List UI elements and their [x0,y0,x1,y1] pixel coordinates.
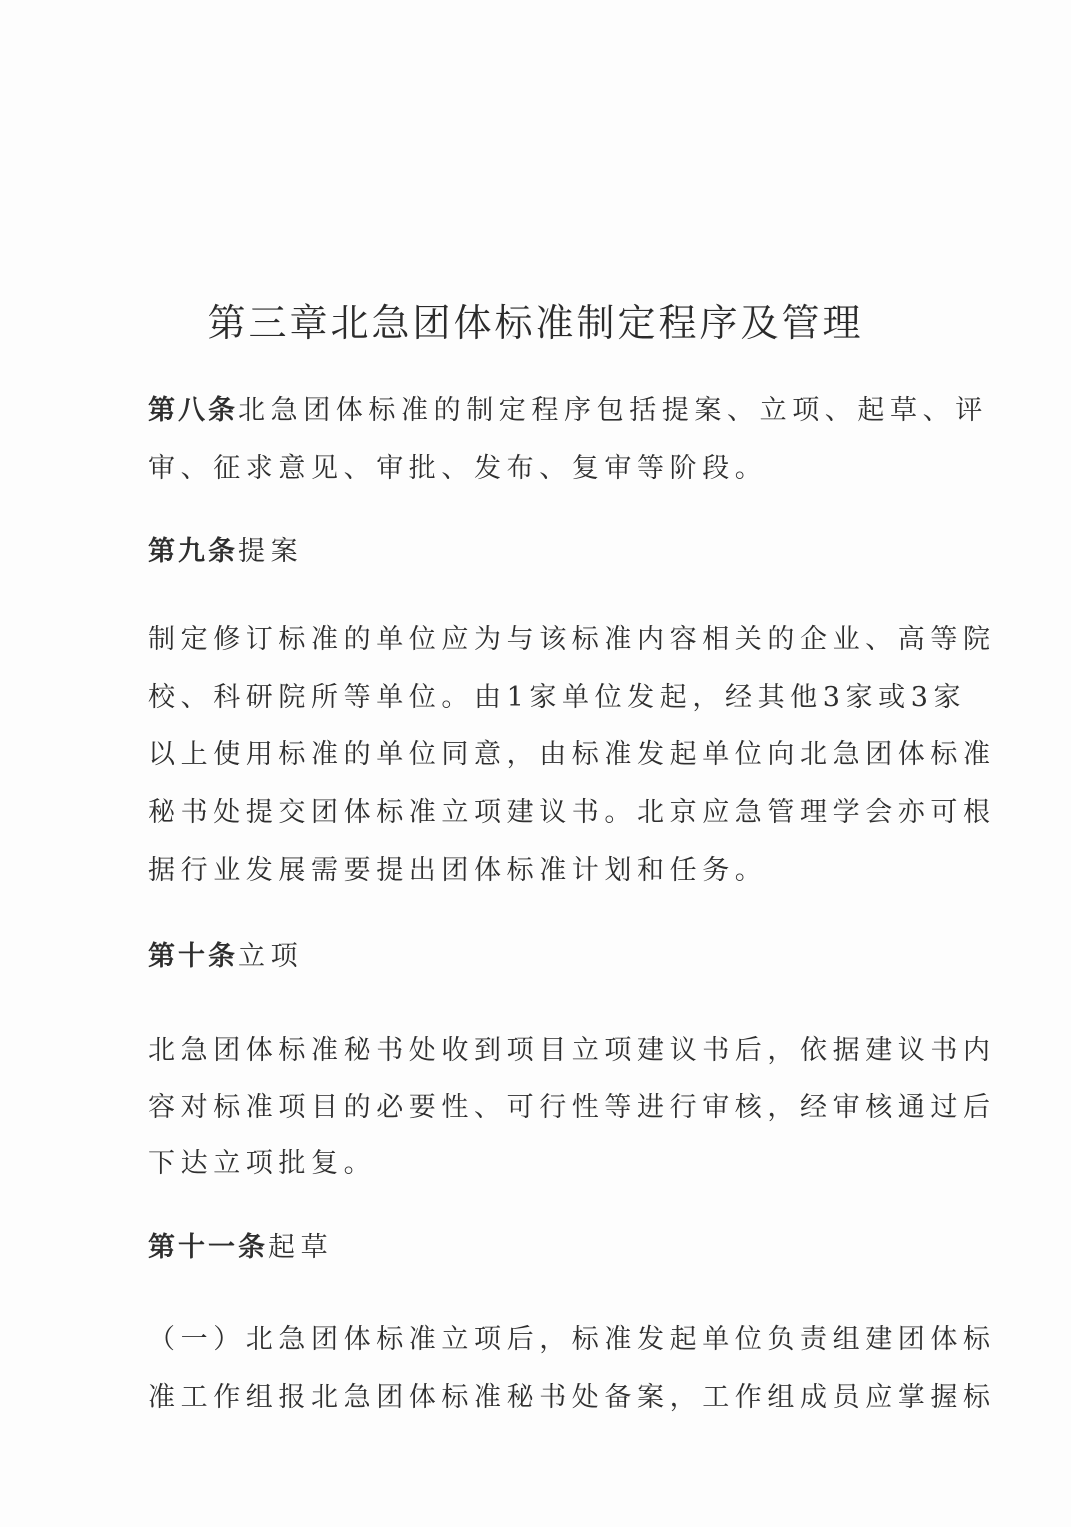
article-8-line-1 [148,391,988,431]
chapter-title: 第三章北急团体标准制定程序及管理 [207,301,864,345]
draft-line-1: （一）北急团体标准立项后，标准发起单位负责组建团体标 [148,1324,996,1355]
article-9-title: 提案 [238,536,304,567]
article-10-label: 第十条 [148,941,238,972]
article-9-heading [148,532,928,572]
article-11-title: 起草 [268,1232,334,1263]
draft-line-2: 准工作组报北急团体标准秘书处备案，工作组成员应掌握标 [148,1382,996,1413]
article-8-text-1: 北急团体标准的制定程序包括提案、立项、起草、评 [238,395,988,426]
article-10-heading [148,937,928,977]
approval-line-1: 北急团体标准秘书处收到项目立项建议书后，依据建议书内 [148,1035,996,1066]
article-8-label: 第八条 [148,395,238,426]
proposal-line-2: 校、科研院所等单位。由1家单位发起，经其他3家或3家 [148,682,967,713]
article-11-heading [148,1228,928,1268]
proposal-line-5: 据行业发展需要提出团体标准计划和任务。 [148,855,768,886]
proposal-line-3: 以上使用标准的单位同意，由标准发起单位向北急团体标准 [148,739,996,770]
article-10-title: 立项 [238,941,304,972]
proposal-line-4: 秘书处提交团体标准立项建议书。北京应急管理学会亦可根 [148,797,996,828]
approval-line-2: 容对标准项目的必要性、可行性等进行审核，经审核通过后 [148,1092,996,1123]
article-9-label: 第九条 [148,536,238,567]
proposal-line-1: 制定修订标准的单位应为与该标准内容相关的企业、高等院 [148,624,996,655]
article-8-line-2: 审、征求意见、审批、发布、复审等阶段。 [148,453,768,484]
approval-line-3: 下达立项批复。 [148,1148,377,1179]
article-11-label: 第十一条 [148,1232,268,1263]
